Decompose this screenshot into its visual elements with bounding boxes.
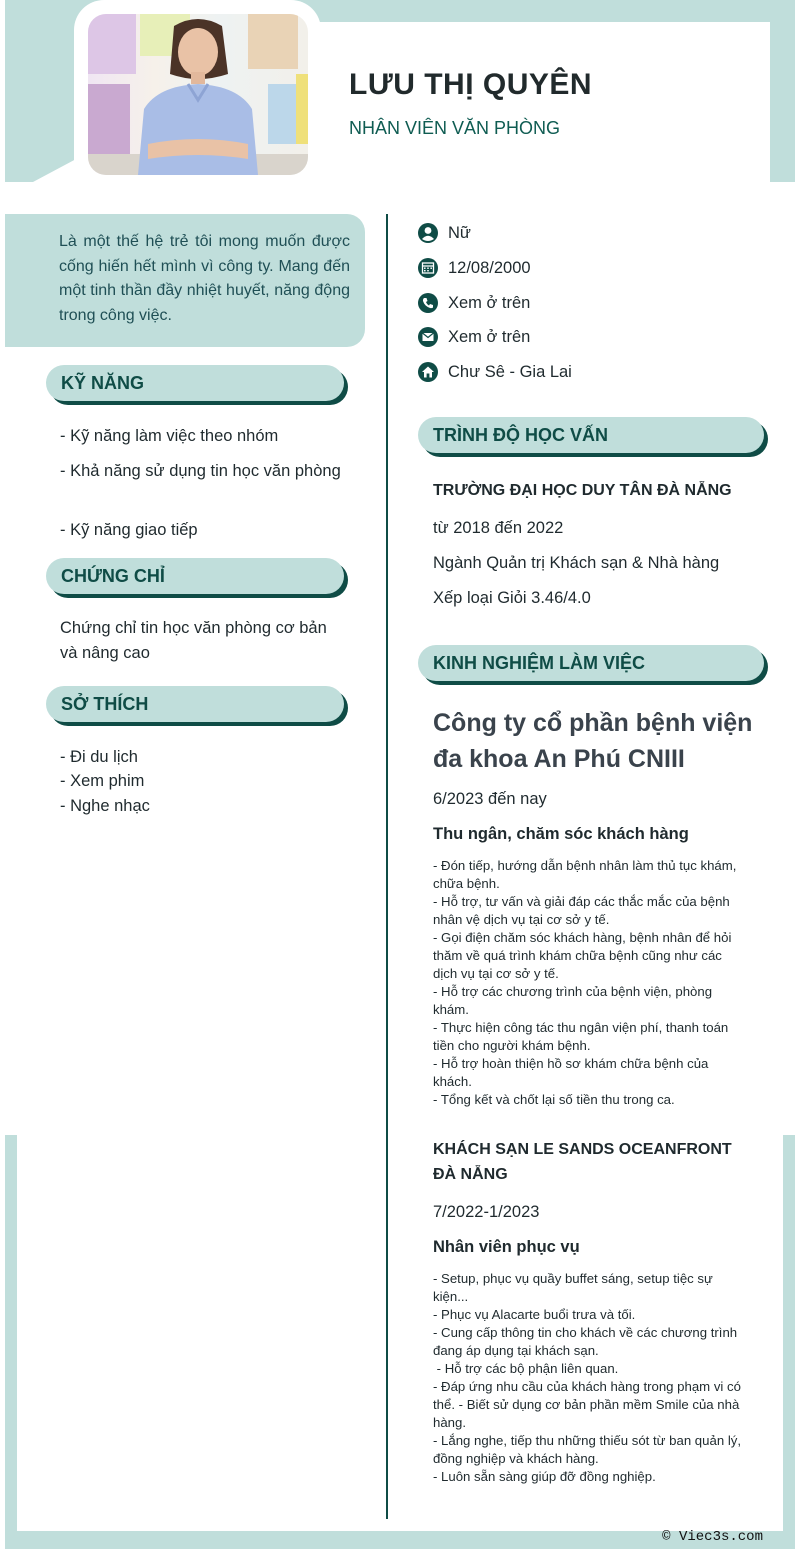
bottom-frame-left — [5, 1135, 17, 1549]
candidate-name: LƯU THỊ QUYÊN — [349, 68, 593, 101]
education-period: từ 2018 đến 2022 — [433, 519, 564, 537]
duty-item: - Hỗ trợ các chương trình của bệnh viện, phòng khám. — [433, 984, 713, 1017]
contact-value: Xem ở trên — [448, 328, 531, 346]
list-item: - Nghe nhạc — [60, 797, 150, 815]
bottom-frame-right — [783, 1135, 795, 1549]
company-name: KHÁCH SẠN LE SANDS OCEANFRONT ĐÀ NẴNG — [433, 1141, 732, 1183]
job-period: 6/2023 đến nay — [433, 790, 547, 808]
duty-item: - Phục vụ Alacarte buổi trưa và tối. — [433, 1307, 636, 1322]
location-icon — [418, 362, 438, 382]
header-panel — [300, 22, 770, 182]
section-title: TRÌNH ĐỘ HỌC VẤN — [433, 425, 608, 445]
user-icon — [418, 223, 438, 243]
mail-icon — [418, 327, 438, 347]
duty-item: - Hỗ trợ các bộ phận liên quan. — [433, 1361, 619, 1376]
job-duties — [433, 857, 749, 1109]
duty-item: - Hỗ trợ, tư vấn và giải đáp các thắc mắc của bệnh nhân vệ dịch vụ tại cơ sở y tế. — [433, 894, 730, 927]
section-header-experience — [418, 645, 764, 681]
duty-item: - Tổng kết và chốt lại số tiền thu trong ca. — [433, 1092, 675, 1107]
section-header-certificates — [46, 558, 344, 594]
job-position: Nhân viên phục vụ — [433, 1238, 580, 1256]
phone-icon — [418, 293, 438, 313]
list-item: - Xem phim — [60, 772, 145, 790]
duty-item: - Đón tiếp, hướng dẫn bệnh nhân làm thủ tục khám, chữa bệnh. — [433, 858, 737, 891]
contact-value: Nữ — [448, 224, 471, 242]
section-title: KỸ NĂNG — [61, 373, 145, 393]
section-title: SỞ THÍCH — [61, 694, 149, 714]
education-major: Ngành Quản trị Khách sạn & Nhà hàng — [433, 554, 720, 572]
section-header-hobbies — [46, 686, 344, 722]
duty-item: - Gọi điện chăm sóc khách hàng, bệnh nhân để hỏi thăm về quá trình khám chữa bệnh cũng như các dịch vụ tại cơ sở y tế. — [433, 930, 732, 981]
education-grade: Xếp loại Giỏi 3.46/4.0 — [433, 589, 591, 607]
footer-credit: © Viec3s.com — [662, 1529, 763, 1545]
calendar-icon — [418, 258, 438, 278]
duty-item: - Cung cấp thông tin cho khách về các chương trình đang áp dụng tại khách sạn. — [433, 1325, 738, 1358]
contact-value: Xem ở trên — [448, 294, 531, 312]
column-divider — [386, 214, 388, 1519]
list-item: - Kỹ năng làm việc theo nhóm — [60, 427, 279, 445]
section-title: KINH NGHIỆM LÀM VIỆC — [433, 653, 646, 673]
list-item: - Đi du lịch — [60, 748, 138, 766]
duty-item: - Setup, phục vụ quầy buffet sáng, setup tiệc sự kiện... — [433, 1271, 713, 1304]
objective-box — [5, 214, 365, 347]
job-title: NHÂN VIÊN VĂN PHÒNG — [349, 118, 561, 138]
contact-value: Chư Sê - Gia Lai — [448, 363, 572, 381]
section-header-skills — [46, 365, 344, 401]
duty-item: - Luôn sẵn sàng giúp đỡ đồng nghiệp. — [433, 1469, 656, 1484]
profile-photo — [88, 14, 308, 175]
certificate-text: Chứng chỉ tin học văn phòng cơ bản và nâng cao — [60, 619, 327, 662]
list-item: - Kỹ năng giao tiếp — [60, 521, 198, 539]
school-name: TRƯỜNG ĐẠI HỌC DUY TÂN ĐÀ NẴNG — [433, 482, 732, 499]
company-name: Công ty cổ phần bệnh viện đa khoa An Phú CNIII — [433, 709, 753, 773]
job-period: 7/2022-1/2023 — [433, 1203, 540, 1221]
duty-item: - Thực hiện công tác thu ngân viện phí, thanh toán tiền cho người khám bệnh. — [433, 1020, 729, 1053]
job-position: Thu ngân, chăm sóc khách hàng — [433, 825, 689, 843]
contact-value: 12/08/2000 — [448, 259, 531, 277]
job-duties — [433, 1270, 749, 1486]
section-title: CHỨNG CHỈ — [61, 566, 165, 586]
section-header-education — [418, 417, 764, 453]
list-item: - Khả năng sử dụng tin học văn phòng — [60, 462, 341, 480]
objective-text: Là một thế hệ trẻ tôi mong muốn được cống hiến hết mình vì công ty. Mang đến một tinh thần đầy nhiệt huyết, năng động trong công việc. — [59, 233, 350, 324]
duty-item: - Đáp ứng nhu cầu của khách hàng trong phạm vi có thể. - Biết sử dụng cơ bản phần mềm Smile của nhà hàng. — [433, 1379, 741, 1430]
duty-item: - Lắng nghe, tiếp thu những thiếu sót từ ban quản lý, đồng nghiệp và khách hàng. — [433, 1433, 742, 1466]
duty-item: - Hỗ trợ hoàn thiện hồ sơ khám chữa bệnh của khách. — [433, 1056, 709, 1089]
